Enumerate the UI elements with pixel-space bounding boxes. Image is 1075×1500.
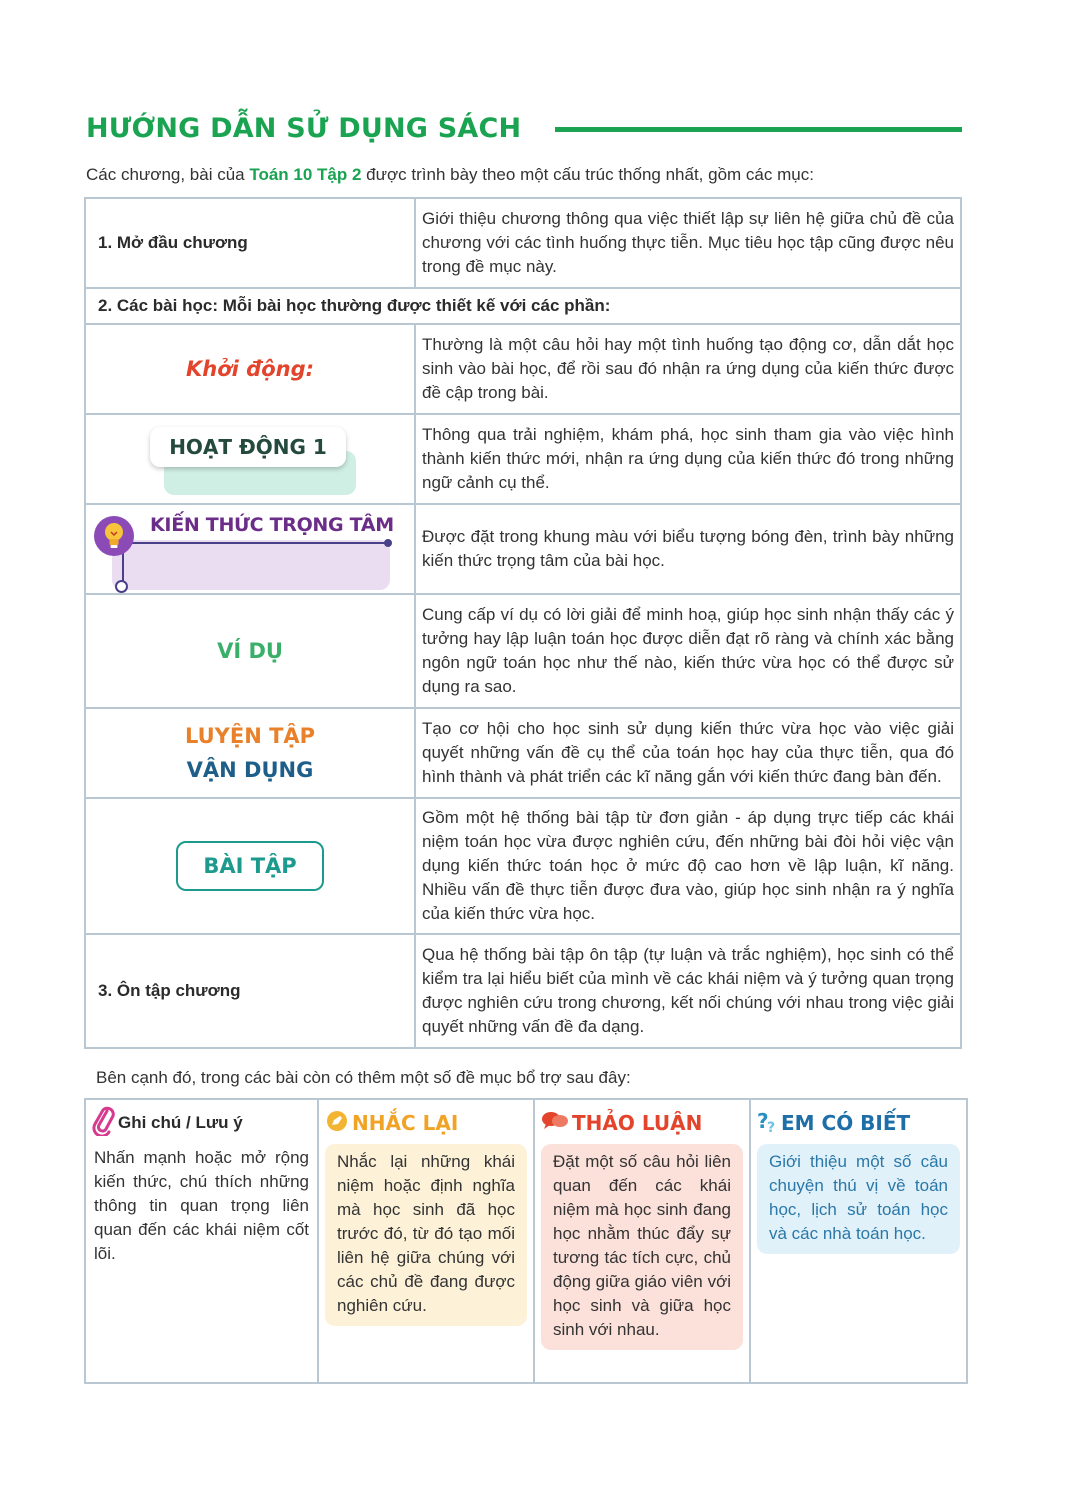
row-label-chapter-opening: 1. Mở đầu chương [98,233,248,252]
van-dung-label: VẬN DỤNG [186,758,314,782]
row-label-chapter-review: 3. Ôn tập chương [98,981,241,1000]
page-title: HƯỚNG DẪN SỬ DỤNG SÁCH [86,112,522,144]
table-row [85,708,961,798]
khoi-dong-label: Khởi động: [186,357,314,381]
table-row [85,288,961,324]
lightbulb-icon [94,516,134,556]
thao-luan-title: THẢO LUẬN [572,1111,703,1135]
svg-text:?: ? [767,1119,776,1134]
em-co-biet-title: EM CÓ BIẾT [781,1111,911,1135]
kien-thuc-desc: Được đặt trong khung màu với biểu tượng bóng đèn, trình bày những kiến thức trọng tâm của bài học. [415,504,961,594]
box-em-co-biet [751,1100,966,1254]
svg-text:?: ? [757,1108,769,1133]
bai-tap-desc: Gồm một hệ thống bài tập từ đơn giản - áp dụng trực tiếp các khái niệm toán học vừa được nghiên cứu, đến những bài đòi hỏi việc vận dụng kiến thức toán học ở mức độ cao hơn về lập luận, kĩ năng. Nhiều vấn đề thực tiễn được đưa vào, giúp học sinh nhận ra ý nghĩa của kiến thức vừa học. [415,798,961,934]
paperclip-icon [92,1106,116,1141]
supplementary-intro: Bên cạnh đó, trong các bài còn có thêm một số đề mục bổ trợ sau đây: [96,1068,631,1087]
box-ghi-chu [86,1100,317,1266]
kien-thuc-badge [94,506,394,592]
khoi-dong-desc: Thường là một câu hỏi hay một tình huống tạo động cơ, dẫn dắt học sinh vào bài học, để rồi sau đó nhận ra ứng dụng của kiến thức được đề cập trong bài. [415,324,961,414]
intro-before: Các chương, bài của [86,165,250,184]
em-co-biet-body: Giới thiệu một số câu chuyện thú vị về toán học, lịch sử toán học và các nhà toán học. [769,1152,948,1243]
pencil-icon [325,1109,349,1138]
table-row [85,594,961,708]
intro-text [86,165,814,185]
ghi-chu-body: Nhấn mạnh hoặc mở rộng kiến thức, chú thích những thông tin quan trọng liên quan đến các khái niệm cốt lõi. [94,1148,309,1263]
table-row [85,504,961,594]
luyen-tap-label: LUYỆN TẬP [184,724,316,748]
nhac-lai-body: Nhắc lại những khái niệm hoặc định nghĩa mà học sinh đã học trước đó, từ đó tạo mối liên hệ giữa chúng với các chủ đề đang được nghiên cứu. [337,1152,515,1315]
intro-book-name: Toán 10 Tập 2 [249,165,362,184]
row-lessons-heading: 2. Các bài học: Mỗi bài học thường được thiết kế với các phần: [85,288,961,324]
bai-tap-label: BÀI TẬP [176,841,324,891]
ghi-chu-title: Ghi chú / Lưu ý [118,1113,243,1132]
table-row [85,934,961,1048]
table-row [85,414,961,504]
title-row [86,108,962,148]
nhac-lai-title: NHẮC LẠI [352,1111,459,1135]
thao-luan-body: Đặt một số câu hỏi liên quan đến các khái niệm mà học sinh đang học nhằm thúc đẩy sự tương tác tích cực, chủ động giữa giáo viên với học sinh và giữa học sinh với nhau. [553,1152,731,1339]
title-underline [555,127,962,132]
kien-thuc-label: KIẾN THỨC TRỌNG TÂM [150,514,394,536]
hoat-dong-badge [150,421,350,497]
vi-du-label: VÍ DỤ [217,639,283,663]
row-desc-chapter-opening: Giới thiệu chương thông qua việc thiết lập sự liên hệ giữa chủ đề của chương với các tình huống thực tiễn. Mục tiêu học tập cũng được nêu trong đề mục này. [415,198,961,288]
supplementary-boxes [84,1098,968,1384]
hoat-dong-desc: Thông qua trải nghiệm, khám phá, học sinh tham gia vào việc hình thành kiến thức mới, nhận ra ứng dụng của kiến thức đó trong những ngữ cảnh cụ thể. [415,414,961,504]
row-desc-chapter-review: Qua hệ thống bài tập ôn tập (tự luận và trắc nghiệm), học sinh có thể kiểm tra lại hiểu biết của mình về các khái niệm và ý tưởng quan trọng được nghiên cứu trong chương, kết nối chúng với nhau trong việc giải quyết những vấn đề đa dạng. [415,934,961,1048]
vi-du-desc: Cung cấp ví dụ có lời giải để minh hoạ, giúp học sinh nhận thấy các ý tưởng hay lập luận toán học được diễn đạt rõ ràng và chính xác bằng ngôn ngữ toán học như thế nào, kiến thức vừa học có thể được sử dụng ra sao. [415,594,961,708]
table-row [85,324,961,414]
luyen-tap-desc: Tạo cơ hội cho học sinh sử dụng kiến thức vừa học vào việc giải quyết những vấn đề cụ thể của toán học hay của thực tiễn, qua đó hình thành và phát triển các kĩ năng gắn với kiến thức đang bàn đến. [415,708,961,798]
intro-after: được trình bày theo một cấu trúc thống nhất, gồm các mục: [361,165,814,184]
hoat-dong-label: HOẠT ĐỘNG 1 [150,427,346,467]
box-thao-luan [535,1100,749,1350]
table-row [85,198,961,288]
table-row [85,798,961,934]
speech-bubbles-icon [541,1109,569,1138]
question-marks-icon [757,1108,779,1139]
box-nhac-lai [319,1100,533,1326]
structure-table [84,197,962,1049]
